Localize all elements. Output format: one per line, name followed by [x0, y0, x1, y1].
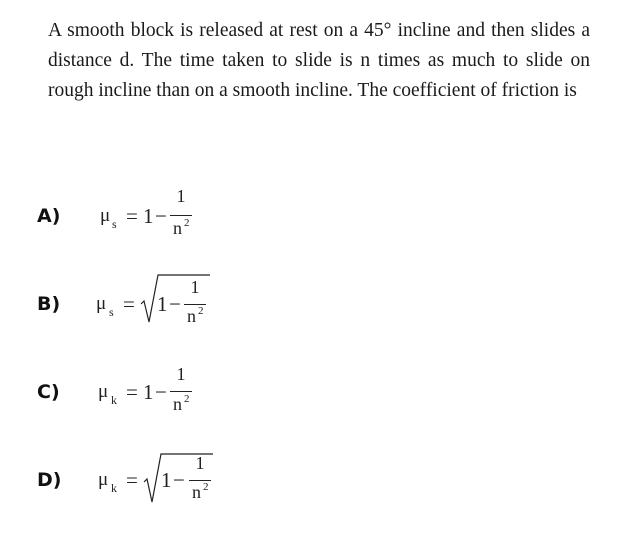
fraction-numerator: 1	[176, 186, 186, 206]
minus-sign: −	[169, 292, 181, 316]
fraction-numerator: 1	[176, 364, 186, 384]
fraction-denominator: n	[192, 482, 201, 502]
equals-sign: =	[123, 292, 135, 316]
mu-subscript: k	[111, 481, 117, 495]
one-term: 1	[143, 204, 154, 228]
fraction-exponent: 2	[198, 305, 204, 317]
fraction-denominator: n	[187, 306, 196, 326]
option-letter: C)	[37, 381, 60, 403]
mu-subscript: k	[111, 393, 117, 407]
mu-symbol: μ	[100, 205, 111, 226]
fraction-numerator: 1	[190, 277, 200, 297]
minus-sign: −	[155, 204, 167, 228]
fraction-denominator: n	[173, 218, 182, 238]
option-letter: B)	[37, 293, 61, 315]
mu-subscript: s	[109, 305, 114, 319]
fraction-exponent: 2	[184, 393, 190, 405]
one-term: 1	[157, 292, 168, 316]
minus-sign: −	[173, 468, 185, 492]
option-letter: D)	[37, 469, 62, 491]
option-a[interactable]	[0, 180, 620, 260]
fraction-bar	[170, 391, 192, 392]
fraction-denominator: n	[173, 394, 182, 414]
minus-sign: −	[155, 380, 167, 404]
one-term: 1	[143, 380, 154, 404]
equals-sign: =	[126, 380, 138, 404]
option-c[interactable]	[0, 356, 620, 436]
mu-symbol: μ	[96, 293, 107, 314]
equals-sign: =	[126, 204, 138, 228]
fraction-numerator: 1	[195, 453, 205, 473]
fraction-exponent: 2	[203, 481, 209, 493]
mu-symbol: μ	[98, 381, 109, 402]
question-text: A smooth block is released at rest on a 45° incline and then slides a distance d. The time taken to slide is n times as much to slide on rough incline than on a smooth incline. The coefficient of friction is	[48, 20, 590, 101]
mu-subscript: s	[112, 217, 117, 231]
fraction-exponent: 2	[184, 217, 190, 229]
mu-symbol: μ	[98, 469, 109, 490]
option-letter: A)	[37, 205, 61, 227]
option-b[interactable]	[0, 268, 620, 348]
one-term: 1	[161, 468, 172, 492]
fraction-bar	[170, 215, 192, 216]
equals-sign: =	[126, 468, 138, 492]
option-d[interactable]	[0, 444, 620, 524]
